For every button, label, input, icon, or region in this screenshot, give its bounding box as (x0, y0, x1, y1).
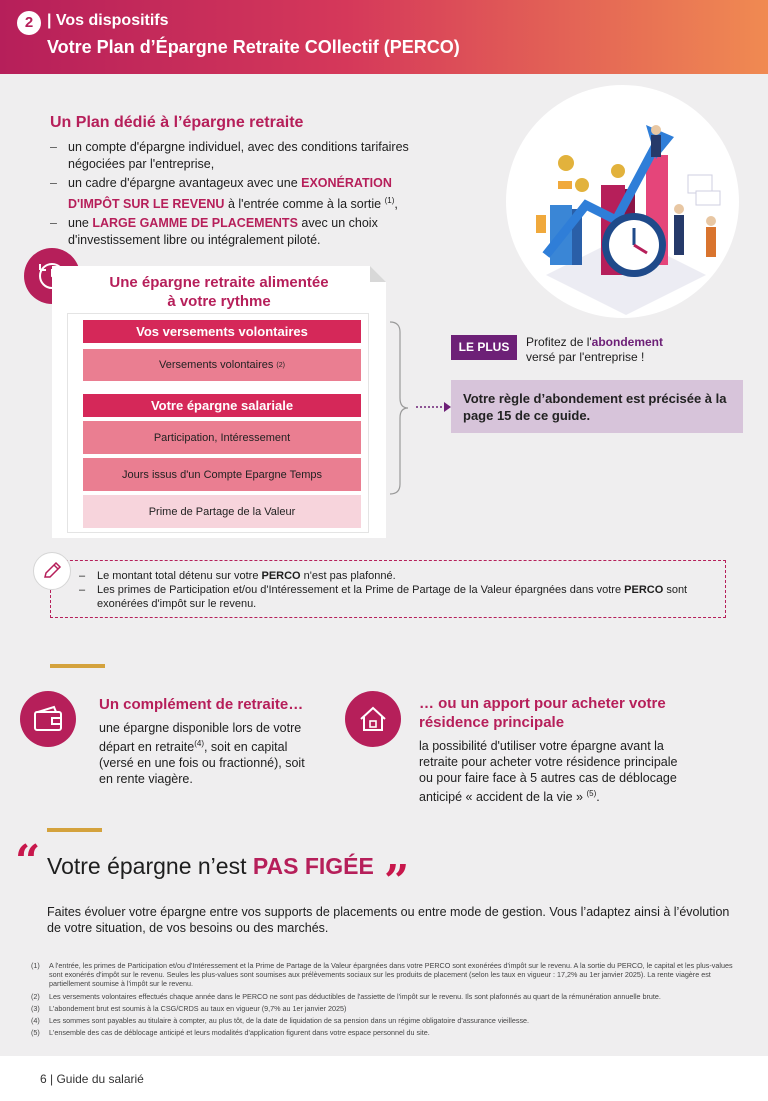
note-box (50, 560, 726, 618)
open-quote-icon: “ (15, 836, 41, 887)
plan-bullet-1: – un compte d'épargne individuel, avec des conditions tarifaires négociées par l'entreprise, (50, 139, 440, 173)
row-compte-epargne-temps: Jours issus d'un Compte Epargne Temps (83, 458, 361, 491)
footnote: (5) L'ensemble des cas de déblocage anticipé et leurs modalités d'application figurent dans votre espace personnel du site. (31, 1028, 430, 1038)
footnote: (3) L'abondement brut est soumis à la CSG/CRDS au taux en vigueur (9,7% au 1er janvier 2025) (31, 1003, 347, 1013)
note-item-2: – Les primes de Participation et/ou d'Intéressement et la Prime de Partage de la Valeur épargnées dans votre PERCO sont exonérées d'impôt sur le revenu. (79, 583, 715, 611)
page-title: Votre Plan d’Épargne Retraite COllectif (PERCO) (47, 37, 460, 57)
house-icon (358, 705, 388, 733)
row-versements-header: Vos versements volontaires (83, 320, 361, 343)
row-versements-volontaires: Versements volontaires (2) (83, 349, 361, 381)
pencil-icon (41, 560, 63, 582)
plan-bullet-2: – un cadre d'épargne avantageux avec une EXONÉRATION D'IMPÔT SUR LE REVENU à l'entrée comme à la sortie $^{(1)}$, (50, 175, 440, 213)
retraite-text: une épargne disponible lors de votre départ en retraite$^{(4)}$, soit en capital (versé en une fois ou fractionné), soit en rente viagère. (99, 721, 305, 787)
section-number-badge: 2 (17, 11, 41, 35)
page-number: 6 | Guide du salarié (40, 1072, 144, 1086)
row-prime-partage: Prime de Partage de la Valeur (83, 495, 361, 528)
row-epargne-salariale-header: Votre épargne salariale (83, 394, 361, 417)
le-plus-badge: LE PLUS (451, 335, 517, 360)
footnote: (1) A l'entrée, les primes de Participation et/ou d'Intéressement et la Prime de Partage de la Valeur épargnées dans votre PERCO sont exonérées d'impôt sur le revenu. A la sortie du PERCO, le capital et les plus-values sont exonérés d'impôt sur le revenu. Seules les plus-values sont soumises aux prélèvements sociaux sur les produits de placement (selon les taux en vigueur : 17,2% au 1er janvier 2025). La rente viagère est partiellement soumise à l'impôt sur le revenu. (31, 961, 733, 989)
close-quote-icon: ” (384, 856, 410, 907)
gold-separator (50, 664, 105, 668)
plan-title: Un Plan dédié à l’épargne retraite (50, 114, 304, 131)
abondement-rule-box: Votre règle d’abondement est précisée à la page 15 de ce guide. (451, 380, 743, 433)
retraite-title: Un complément de retraite… (99, 696, 304, 713)
section-subtitle: | Vos dispositifs (47, 12, 169, 29)
wallet-icon (32, 705, 64, 733)
card-title: Une épargne retraite alimentée à votre rythme (109, 274, 329, 310)
pencil-icon-circle (33, 552, 71, 590)
note-item-1: – Le montant total détenu sur votre PERCO n'est pas plafonné. (79, 569, 715, 583)
bracket-connector (386, 320, 452, 496)
plan-bullets (50, 139, 440, 251)
residence-title: … ou un apport pour acheter votre résidence principale (419, 695, 666, 731)
footnotes (31, 961, 741, 1040)
quote-title: Votre épargne n’est PAS FIGÉE (47, 853, 374, 879)
gold-separator (47, 828, 102, 832)
row-participation: Participation, Intéressement (83, 421, 361, 454)
footnote: (2) Les versements volontaires effectués chaque année dans le PERCO ne sont pas déductibles de l'assiette de l'impôt sur le revenu. Ils sont plafonnés au quart de la rémunération annuelle brute. (31, 991, 661, 1001)
house-icon-circle (345, 691, 401, 747)
plan-bullet-3: – une LARGE GAMME DE PLACEMENTS avec un choix d'investissement libre ou intégralement piloté. (50, 215, 440, 249)
growth-illustration (506, 85, 739, 318)
footnote: (4) Les sommes sont payables au titulaire à compter, au plus tôt, de la date de liquidation de sa pension dans un régime obligatoire d'assurance vieillesse. (31, 1016, 530, 1026)
abondement-text: Profitez de l'abondement versé par l'entreprise ! (526, 335, 663, 364)
residence-text: la possibilité d'utiliser votre épargne avant la retraite pour acheter votre résidence principale ou pour faire face à 5 autres cas de déblocage anticipé « accident de la vie » $^{(5)}$. (419, 739, 678, 805)
wallet-icon-circle (20, 691, 76, 747)
quote-description: Faites évoluer votre épargne entre vos supports de placements ou entre mode de gestion. Vous l’adaptez ainsi à l’évolution de votre situation, de vos besoins ou des marchés. (47, 905, 730, 935)
